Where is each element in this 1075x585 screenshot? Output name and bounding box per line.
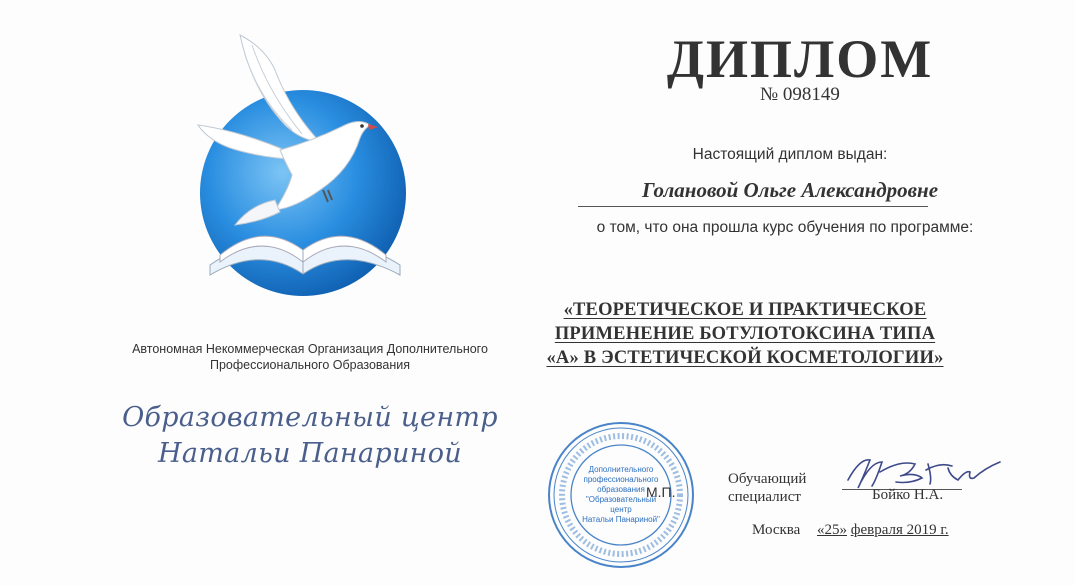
signer-role bbox=[728, 470, 806, 506]
organization-brand-name bbox=[110, 400, 510, 472]
organization-full-name-line: Автономная Некоммерческая Организация Дополнительного bbox=[132, 342, 488, 356]
stamp-center-line: Дополнительного bbox=[588, 465, 654, 474]
stamp-center-line: Натальи Панариной" bbox=[582, 515, 660, 524]
course-title bbox=[505, 298, 985, 370]
organization-full-name-line: Профессионального Образования bbox=[209, 358, 411, 372]
stamp-center-line: профессионального bbox=[583, 475, 659, 484]
issue-date-rest: февраля 2019 г. bbox=[850, 522, 949, 538]
brand-line: Натальи Панариной bbox=[158, 438, 462, 469]
stamp-place-label: М.П. bbox=[646, 484, 676, 500]
issue-date bbox=[817, 522, 949, 539]
stamp-center-line: "Образовательный bbox=[585, 495, 657, 504]
signer-role-line: специалист bbox=[728, 489, 801, 505]
issued-label: Настоящий диплом выдан: bbox=[692, 146, 888, 163]
signer-name: Бойко Н.А. bbox=[872, 487, 944, 503]
course-label: о том, что она прошла курс обучения по программе: bbox=[596, 219, 974, 236]
issue-city: Москва bbox=[752, 522, 801, 538]
course-title-line: ПРИМЕНЕНИЕ БОТУЛОТОКСИНА ТИПА bbox=[554, 324, 936, 344]
issue-date-day: «25» bbox=[817, 522, 847, 538]
brand-line: Образовательный центр bbox=[122, 402, 498, 433]
course-title-line: «ТЕОРЕТИЧЕСКОЕ И ПРАКТИЧЕСКОЕ bbox=[563, 300, 927, 320]
diploma-number: № 098149 bbox=[760, 84, 840, 105]
stamp-center-line: образования bbox=[597, 485, 645, 494]
recipient-underline bbox=[578, 206, 928, 207]
stamp-center-line: центр bbox=[610, 505, 632, 514]
dove-over-book-logo bbox=[180, 30, 430, 300]
diploma-title: ДИПЛОМ bbox=[666, 29, 934, 89]
signer-role-line: Обучающий bbox=[728, 471, 807, 487]
recipient-name: Голановой Ольге Александровне bbox=[641, 178, 939, 202]
course-title-line: «А» В ЭСТЕТИЧЕСКОЙ КОСМЕТОЛОГИИ» bbox=[546, 348, 944, 368]
organization-full-name bbox=[120, 341, 500, 373]
